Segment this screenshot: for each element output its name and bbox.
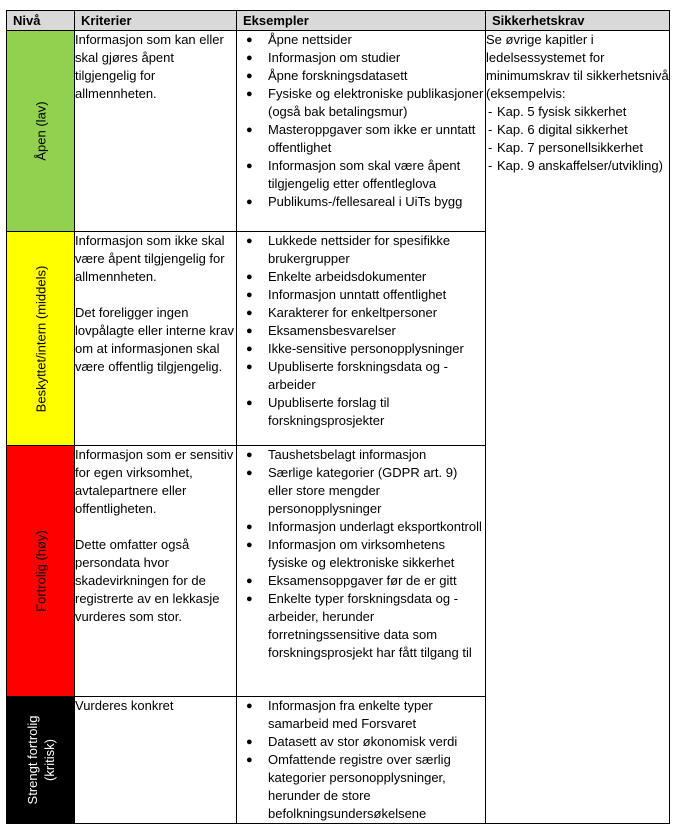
list-item — [237, 193, 485, 211]
requirements-intro: Se øvrige kapitler i ledelsessystemet for minimumskrav til sikkerhetsnivå (eksempelvis: — [486, 32, 669, 101]
list-item-text: Karakterer for enkeltpersoner — [268, 305, 438, 320]
list-item — [237, 340, 485, 358]
criteria-text: Informasjon som er sensitiv for egen virksomhet, avtalepartnere eller offentligheten. — [75, 447, 234, 516]
level-text: Åpen (lav) — [33, 101, 48, 161]
list-item — [237, 697, 485, 733]
level-label — [24, 716, 58, 805]
list-item-text: Åpne nettsider — [268, 32, 352, 47]
list-item-text: Kap. 5 fysisk sikkerhet — [497, 104, 627, 119]
list-item-text: Særlige kategorier (GDPR art. 9) eller store mengder personopplysninger — [268, 465, 458, 516]
examples-list — [237, 446, 485, 662]
list-item — [237, 536, 485, 572]
list-item-text: Åpne forskningsdatasett — [268, 68, 408, 83]
list-item — [237, 31, 485, 49]
list-item — [237, 464, 485, 518]
examples-cell-protected — [237, 232, 486, 446]
list-item-text: Enkelte typer forskningsdata og -arbeider, herunder forretningssensitive data som forskningsprosjekt har fått tilgang til — [268, 591, 472, 660]
bullet-icon: ● — [246, 593, 253, 605]
bullet-icon: ● — [246, 343, 253, 355]
bullet-icon: ● — [246, 361, 253, 373]
list-item — [237, 232, 485, 268]
list-item-text: Datasett av stor økonomisk verdi — [268, 734, 458, 749]
bullet-icon: ● — [246, 736, 253, 748]
criteria-text: Det foreligger ingen lovpålagte eller interne krav om at informasjonen skal være offentlig tilgjengelig. — [75, 305, 234, 374]
criteria-text: Dette omfatter også persondata hvor skadevirkningen for de registrerte av en lekkasje vurderes som stor. — [75, 537, 220, 624]
list-item — [486, 139, 669, 157]
criteria-cell-strictly-confidential — [75, 697, 237, 824]
list-item-text: Informasjon om virksomhetens fysiske og elektroniske sikkerhet — [268, 537, 455, 570]
criteria-text: Informasjon som kan eller skal gjøres åpent tilgjengelig for allmennheten. — [75, 32, 224, 101]
bullet-icon: ● — [246, 575, 253, 587]
list-item-text: Eksamensbesvarelser — [268, 323, 396, 338]
bullet-icon: ● — [246, 700, 253, 712]
list-item-text: Kap. 9 anskaffelser/utvikling) — [497, 158, 663, 173]
list-item-text: Informasjon unntatt offentlighet — [268, 287, 447, 302]
bullet-icon: ● — [246, 124, 253, 136]
bullet-icon: ● — [246, 397, 253, 409]
list-item-text: Informasjon om studier — [268, 50, 401, 65]
bullet-icon: ● — [246, 449, 253, 461]
examples-list — [237, 697, 485, 823]
header-examples: Eksempler — [237, 11, 486, 31]
level-label — [32, 265, 49, 412]
header-row — [7, 11, 670, 31]
list-item — [237, 157, 485, 193]
bullet-icon: ● — [246, 70, 253, 82]
level-cell-protected — [7, 232, 75, 446]
list-item — [237, 358, 485, 394]
bullet-icon: ● — [246, 289, 253, 301]
list-item — [237, 751, 485, 823]
criteria-cell-open — [75, 31, 237, 232]
list-item-text: Ikke-sensitive personopplysninger — [268, 341, 464, 356]
level-text: Strengt fortrolig — [24, 715, 40, 805]
bullet-icon: ● — [246, 521, 253, 533]
bullet-icon: ● — [246, 88, 253, 100]
bullet-icon: ● — [246, 34, 253, 46]
list-item — [237, 121, 485, 157]
level-cell-open — [7, 31, 75, 232]
level-label — [32, 101, 49, 160]
list-item-text: Fysiske og elektroniske publikasjoner (også bak betalingsmur) — [268, 86, 484, 119]
list-item — [237, 286, 485, 304]
list-item — [237, 304, 485, 322]
row-open — [7, 31, 670, 232]
list-item-text: Eksamensoppgaver før de er gitt — [268, 573, 457, 588]
list-item-text: Taushetsbelagt informasjon — [268, 447, 427, 462]
security-requirements-cell — [486, 31, 670, 824]
header-level: Nivå — [7, 11, 75, 31]
list-item-text: Informasjon som skal være åpent tilgjengelig etter offentleglova — [268, 158, 461, 191]
list-item-text: Informasjon underlagt eksportkontroll — [268, 519, 482, 534]
list-item-text: Enkelte arbeidsdokumenter — [268, 269, 427, 284]
list-item — [237, 572, 485, 590]
classification-table — [6, 10, 670, 824]
list-item — [237, 518, 485, 536]
dash-icon: - — [488, 158, 493, 173]
list-item-text: Lukkede nettsider for spesifikke brukergrupper — [268, 233, 451, 266]
list-item — [237, 85, 485, 121]
list-item — [237, 394, 485, 430]
criteria-cell-protected — [75, 232, 237, 446]
dash-icon: - — [488, 122, 493, 137]
level-label — [32, 530, 49, 612]
bullet-icon: ● — [246, 325, 253, 337]
level-text: Beskyttet/intern (middels) — [33, 265, 48, 412]
bullet-icon: ● — [246, 271, 253, 283]
list-item — [237, 268, 485, 286]
list-item-text: Publikums-/fellesareal i UiTs bygg — [268, 194, 463, 209]
bullet-icon: ● — [246, 196, 253, 208]
list-item — [237, 590, 485, 662]
examples-cell-confidential — [237, 446, 486, 697]
criteria-text: Informasjon som ikke skal være åpent tilgjengelig for allmennheten. — [75, 233, 225, 284]
list-item — [237, 322, 485, 340]
bullet-icon: ● — [246, 307, 253, 319]
list-item-text: Upubliserte forslag til forskningsprosjekter — [268, 395, 390, 428]
bullet-icon: ● — [246, 235, 253, 247]
level-cell-strictly-confidential — [7, 697, 75, 824]
dash-icon: - — [488, 104, 493, 119]
bullet-icon: ● — [246, 160, 253, 172]
dash-icon: - — [488, 140, 493, 155]
bullet-icon: ● — [246, 467, 253, 479]
list-item-text: Informasjon fra enkelte typer samarbeid med Forsvaret — [268, 698, 433, 731]
bullet-icon: ● — [246, 52, 253, 64]
list-item — [486, 103, 669, 121]
level-cell-confidential — [7, 446, 75, 697]
criteria-text: Vurderes konkret — [75, 698, 174, 713]
requirements-list — [486, 103, 669, 175]
examples-list — [237, 232, 485, 430]
list-item-text: Kap. 6 digital sikkerhet — [497, 122, 628, 137]
list-item — [237, 446, 485, 464]
list-item — [486, 121, 669, 139]
examples-cell-open — [237, 31, 486, 232]
list-item — [237, 67, 485, 85]
bullet-icon: ● — [246, 539, 253, 551]
header-criteria: Kriterier — [75, 11, 237, 31]
bullet-icon: ● — [246, 754, 253, 766]
list-item-text: Upubliserte forskningsdata og -arbeider — [268, 359, 448, 392]
list-item — [486, 157, 669, 175]
examples-cell-strictly-confidential — [237, 697, 486, 824]
criteria-cell-confidential — [75, 446, 237, 697]
list-item-text: Masteroppgaver som ikke er unntatt offentlighet — [268, 122, 476, 155]
header-security-requirements: Sikkerhetskrav — [486, 11, 670, 31]
level-text: Fortrolig (høy) — [33, 530, 48, 612]
list-item — [237, 733, 485, 751]
list-item-text: Omfattende registre over særlig kategorier personopplysninger, herunder de store befolkningsundersøkelsene — [268, 752, 451, 821]
list-item-text: Kap. 7 personellsikkerhet — [497, 140, 643, 155]
examples-list — [237, 31, 485, 211]
level-text: (kritisk) — [41, 739, 57, 781]
list-item — [237, 49, 485, 67]
